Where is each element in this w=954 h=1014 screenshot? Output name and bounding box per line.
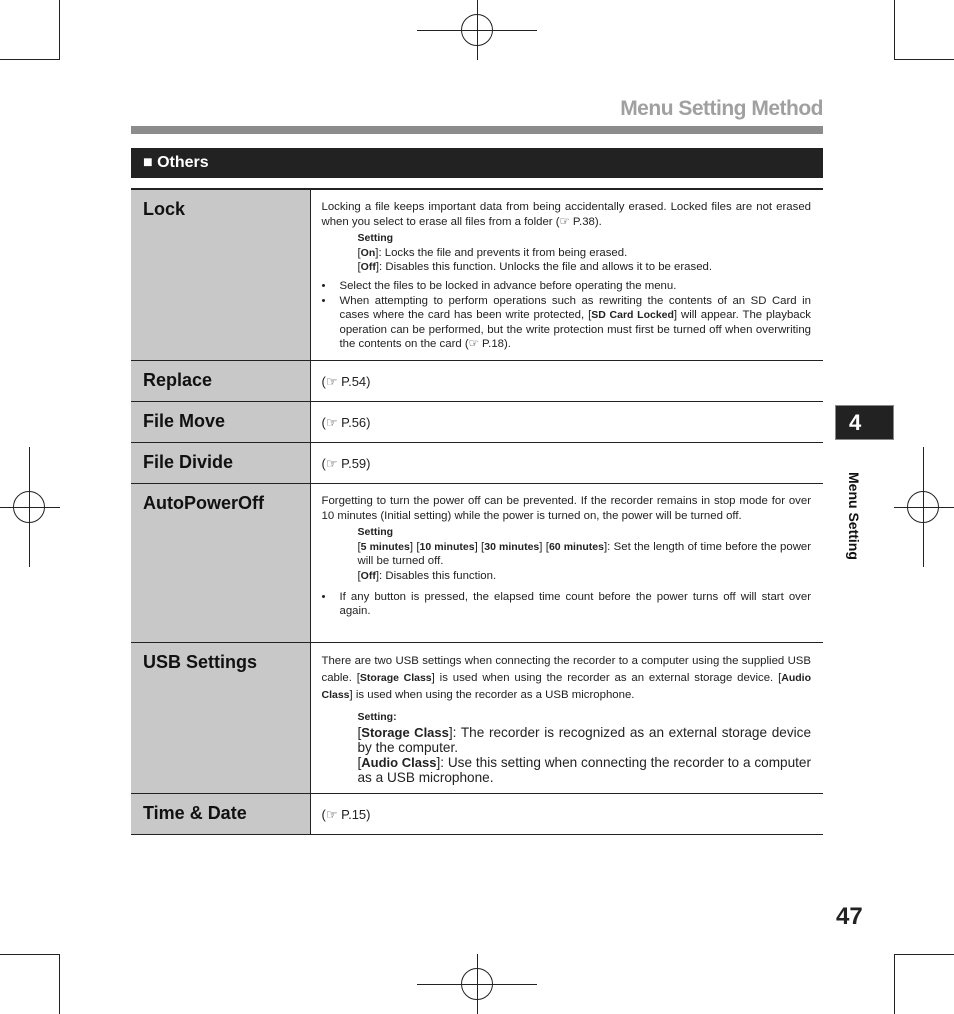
- menu-item-name: File Divide: [131, 442, 310, 483]
- bullet-text: When attempting to perform operations such as rewriting the contents of an SD Card in cases where the card has been write protected, [: [339, 294, 811, 322]
- option-text: : Disables this function.: [379, 569, 497, 582]
- option-name: 10 minutes: [419, 540, 475, 553]
- description-text: Forgetting to turn the power off can be prevented. If the recorder remains in stop mode for over 10 minutes (Initial setting) while the power is turned on, the power will be turned off.: [321, 494, 811, 522]
- option-text: : Locks the file and prevents it from being erased.: [378, 246, 628, 259]
- setting-option: [Storage Class]: The recorder is recognized as an external storage device by the computer.: [357, 724, 812, 755]
- chapter-label: Menu Setting: [846, 472, 862, 560]
- option-text: : The recorder is recognized as an external storage device by the computer.: [357, 724, 812, 755]
- crop-mark: [59, 954, 60, 1014]
- bullet-text: ] will appear. The playback operation can be performed, but the write protection must first be turned off when overwriting the contents on the card (☞ P.18).: [339, 309, 811, 351]
- bullet-item: • Select the files to be locked in advance before operating the menu.: [322, 279, 812, 294]
- table-row: [131, 793, 823, 834]
- table-row: [131, 442, 823, 483]
- bullet-text: Select the files to be locked in advance before operating the menu.: [339, 279, 677, 292]
- menu-item-description: [310, 642, 823, 793]
- table-row: [131, 642, 823, 793]
- crop-mark: [894, 0, 895, 60]
- menu-item-name: USB Settings: [131, 642, 310, 793]
- setting-label: Setting:: [357, 710, 397, 723]
- description-segment: There are two USB settings when connecting the recorder to a computer using the supplied USB cable. [: [321, 654, 811, 684]
- page-reference: (☞ P.59): [321, 455, 371, 471]
- option-name: Off: [360, 569, 376, 582]
- menu-item-name: Replace: [131, 360, 310, 401]
- description-text: Locking a file keeps important data from being accidentally erased. Locked files are not erased when you select to erase all files from a folder (☞ P.38).: [321, 201, 811, 228]
- crop-mark: [894, 954, 954, 955]
- option-text: : Disables this function. Unlocks the file and allows it to be erased.: [379, 261, 713, 274]
- crop-mark: [0, 59, 60, 60]
- menu-table: [131, 188, 823, 835]
- page-header-title: Menu Setting Method: [620, 97, 823, 120]
- page-reference: (☞ P.56): [321, 414, 371, 430]
- registration-circle: [461, 968, 493, 1000]
- crop-mark: [0, 954, 60, 955]
- registration-circle: [461, 14, 493, 46]
- option-text: : Set the length of time before the power will be turned off.: [357, 540, 812, 568]
- header-rule: [131, 126, 823, 134]
- menu-item-name: Lock: [131, 189, 310, 360]
- menu-item-description: [310, 483, 823, 642]
- section-title: ■ Others: [131, 148, 823, 178]
- setting-option: [Off]: Disables this function. Unlocks the file and allows it to be erased.: [357, 261, 713, 274]
- registration-circle: [13, 491, 45, 523]
- option-name: On: [360, 246, 376, 259]
- description-segment: ] is used when using the recorder as an external storage device. [: [431, 671, 782, 684]
- option-name: Storage Class: [359, 671, 432, 684]
- option-name: Storage Class: [361, 724, 449, 740]
- chapter-number: 4: [849, 410, 862, 435]
- menu-item-description: [310, 189, 823, 360]
- menu-item-name: File Move: [131, 401, 310, 442]
- crop-mark: [894, 59, 954, 60]
- description-text: [322, 653, 812, 704]
- option-name: Off: [360, 261, 376, 274]
- menu-item-name: Time & Date: [131, 793, 310, 834]
- page-number: 47: [836, 903, 863, 930]
- description-segment: ] is used when using the recorder as a USB microphone.: [349, 688, 635, 701]
- setting-option: [5 minutes] [10 minutes] [30 minutes] [60 minutes]: Set the length of time before the power will be turned off.: [357, 540, 812, 568]
- crop-mark: [894, 954, 895, 1014]
- table-row: [131, 401, 823, 442]
- bullet-item: • When attempting to perform operations such as rewriting the contents of an SD Card in cases where the card has been write protected, [SD Card Locked] will appear. The playback operation can be performed, but the write protection must first be turned off when overwriting the contents on the card (☞ P.18).: [321, 294, 811, 351]
- setting-option: [Off]: Disables this function.: [357, 569, 497, 582]
- setting-option: [On]: Locks the file and prevents it from being erased.: [357, 246, 628, 259]
- bullet-text: If any button is pressed, the elapsed time count before the power turns off will start over again.: [339, 590, 811, 618]
- page-reference: (☞ P.15): [321, 806, 371, 822]
- bullet-item: • If any button is pressed, the elapsed time count before the power turns off will start over again.: [321, 590, 811, 618]
- table-row: [131, 189, 823, 360]
- message-name: SD Card Locked: [591, 309, 674, 322]
- option-name: Audio Class: [321, 671, 811, 701]
- table-row: [131, 483, 823, 642]
- option-text: : Use this setting when connecting the recorder to a computer as a USB microphone.: [357, 754, 811, 785]
- table-row: [131, 360, 823, 401]
- option-name: 30 minutes: [484, 540, 540, 553]
- setting-option: [Audio Class]: Use this setting when connecting the recorder to a computer as a USB microphone.: [357, 754, 811, 785]
- registration-circle: [907, 491, 939, 523]
- menu-item-name: AutoPowerOff: [131, 483, 310, 642]
- chapter-tab: [835, 405, 894, 440]
- crop-mark: [59, 0, 60, 60]
- setting-label: Setting: [357, 232, 394, 245]
- option-name: 5 minutes: [360, 540, 410, 553]
- option-name: Audio Class: [361, 754, 437, 770]
- option-name: 60 minutes: [548, 540, 604, 553]
- page-reference: (☞ P.54): [321, 373, 371, 389]
- setting-label: Setting: [357, 526, 394, 539]
